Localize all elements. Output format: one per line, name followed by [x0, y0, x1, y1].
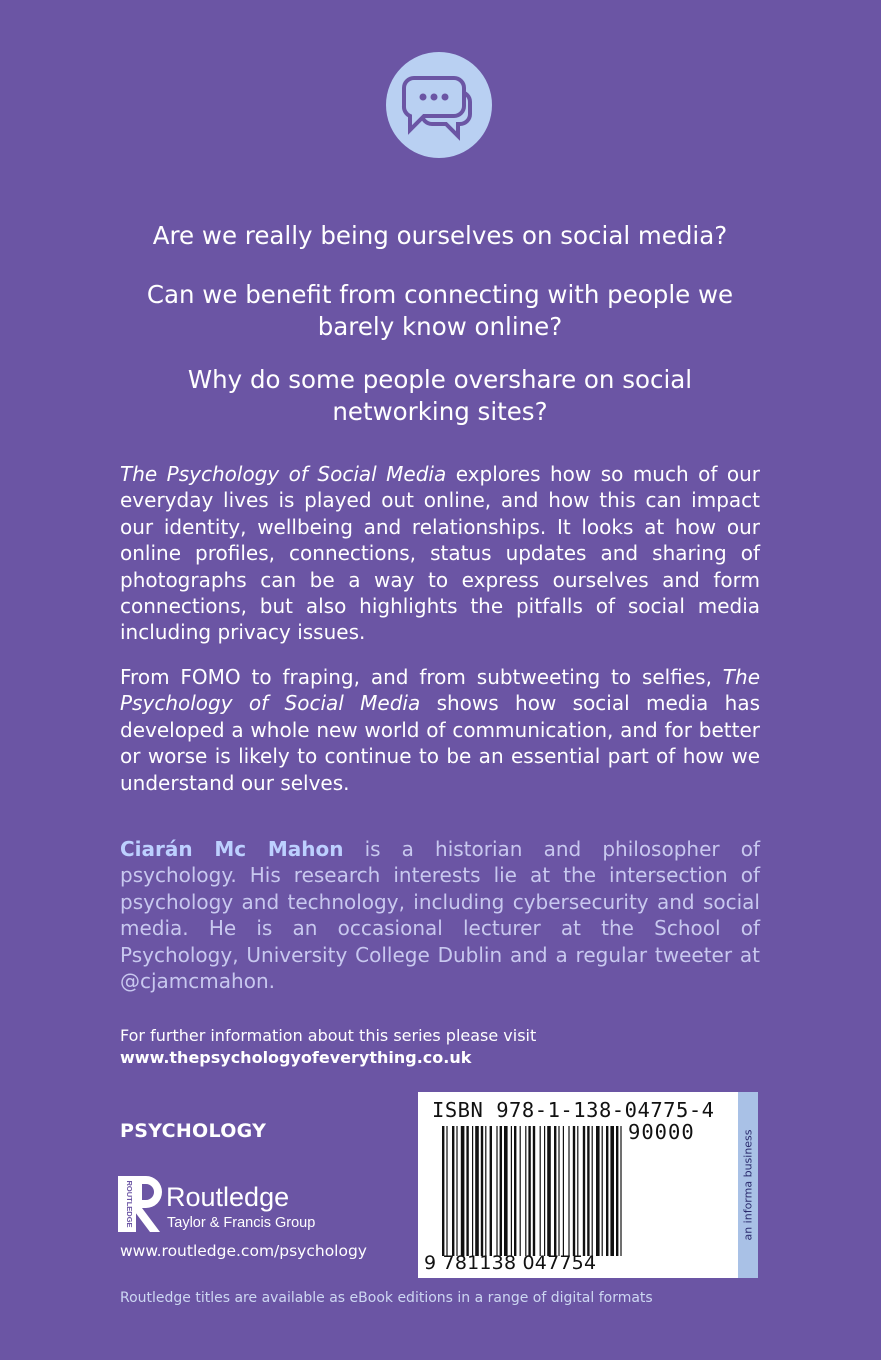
- series-text: For further information about this series please visit: [120, 1026, 537, 1045]
- barcode-number: 9 781138 047754: [424, 1252, 597, 1274]
- question-1: Are we really being ourselves on social media?: [152, 221, 728, 250]
- publisher-name: Routledge: [166, 1182, 290, 1212]
- description-text-1: explores how so much of our everyday lives is played out online, and how this can impact our identity, wellbeing and relationships. It looks at how our online profiles, connections, status updates and sharing of photographs can be a way to express ourselves and form connections, but also highlights the pitfalls of social media including privacy issues.: [120, 462, 760, 645]
- barcode-icon: [442, 1126, 732, 1256]
- question-2: Can we benefit from connecting with people we barely know online?: [146, 280, 734, 341]
- informa-strip: [738, 1092, 758, 1278]
- isbn-text: ISBN 978-1-138-04775-4: [432, 1098, 715, 1122]
- question-3: Why do some people overshare on social networking sites?: [187, 365, 693, 426]
- category-label: PSYCHOLOGY: [120, 1120, 267, 1142]
- speech-bubbles-icon: [386, 52, 492, 158]
- series-url[interactable]: www.thepsychologyofeverything.co.uk: [120, 1048, 472, 1067]
- book-title-2: The Psychology of Social Media: [120, 665, 760, 716]
- barcode-area: [418, 1092, 738, 1278]
- author-bio: [120, 836, 760, 994]
- informa-text: an informa business: [741, 1129, 755, 1241]
- description-text-2a: From FOMO to fraping, and from subtweeting to selfies,: [120, 665, 723, 689]
- author-name: Ciarán Mc Mahon: [120, 837, 344, 861]
- routledge-logo: [118, 1174, 378, 1236]
- ebook-note: Routledge titles are available as eBook editions in a range of digital formats: [120, 1290, 653, 1306]
- publisher-vertical-text: ROUTLEDGE: [125, 1180, 134, 1228]
- author-bio-text: is a historian and philosopher of psychology. His research interests lie at the intersection of psychology and technology, including cybersecurity and social media. He is an occasional lecturer at the School of Psychology, University College Dublin and a regular tweeter at @cjamcmahon.: [120, 837, 760, 994]
- series-info: [120, 1025, 536, 1069]
- price-addon: 90000: [628, 1120, 695, 1144]
- description-paragraph-1: [120, 461, 760, 646]
- book-title: The Psychology of Social Media: [120, 462, 447, 486]
- description-paragraph-2: [120, 664, 760, 796]
- publisher-group: Taylor & Francis Group: [167, 1215, 316, 1231]
- routledge-r-logo-icon: [118, 1176, 162, 1232]
- description-text-2b: shows how social media has developed a whole new world of communication, and for better or worse is likely to continue to be an essential part of how we understand our selves.: [120, 691, 760, 795]
- publisher-url[interactable]: www.routledge.com/psychology: [120, 1242, 367, 1260]
